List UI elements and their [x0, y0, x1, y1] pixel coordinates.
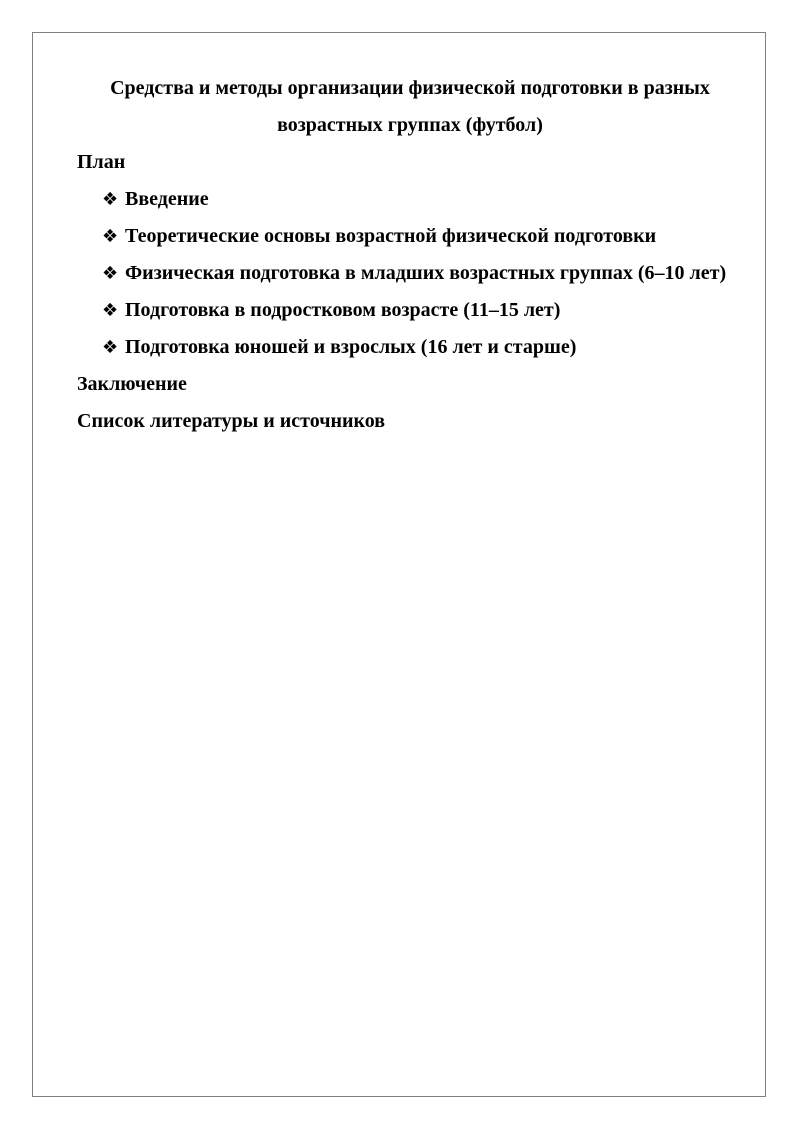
- diamond-bullet-icon: ❖: [102, 226, 119, 247]
- diamond-bullet-icon: ❖: [102, 300, 119, 321]
- plan-item-theory: [77, 218, 743, 255]
- plan-item-label: Подготовка юношей и взрослых (16 лет и старше): [125, 336, 577, 358]
- plan-item-adult: [77, 329, 743, 366]
- references-heading: Список литературы и источников: [77, 410, 386, 432]
- document-title: Средства и методы организации физической подготовки в разных возрастных группах (футбол): [110, 77, 710, 136]
- plan-item-label: Подготовка в подростковом возрасте (11–15 лет): [125, 299, 561, 321]
- plan-list: [77, 181, 743, 366]
- plan-item-label: Теоретические основы возрастной физической подготовки: [125, 225, 657, 247]
- diamond-bullet-icon: ❖: [102, 189, 119, 210]
- plan-heading: План: [77, 151, 126, 173]
- plan-item-teen: [77, 292, 743, 329]
- plan-item-label: Физическая подготовка в младших возрастных группах (6–10 лет): [125, 262, 727, 284]
- plan-item-introduction: [77, 181, 743, 218]
- diamond-bullet-icon: ❖: [102, 263, 119, 284]
- plan-item-junior: [77, 255, 743, 292]
- document-content: [77, 70, 743, 440]
- diamond-bullet-icon: ❖: [102, 337, 119, 358]
- plan-item-label: Введение: [125, 188, 209, 210]
- conclusion-heading: Заключение: [77, 373, 187, 395]
